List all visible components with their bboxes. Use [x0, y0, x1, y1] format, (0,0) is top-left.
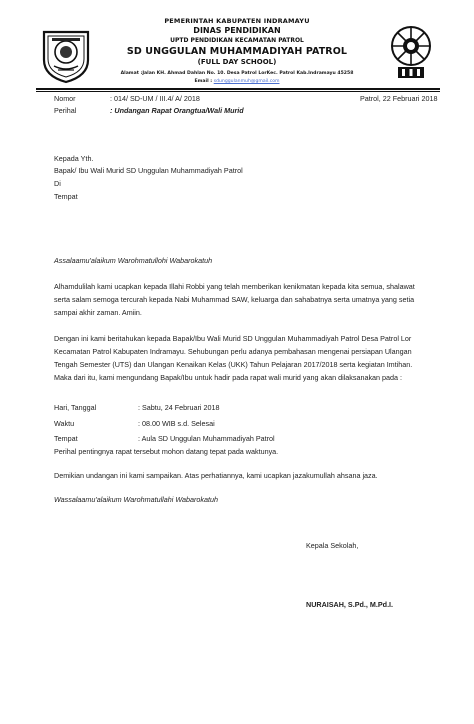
letterhead-address: Alamat :Jalan KH. Ahmad Dahlan No. 10. Desa Patrol LorKec. Patrol Kab.Indramayu 45258 — [120, 71, 354, 76]
letterhead-school-type: (FULL DAY SCHOOL) — [197, 58, 277, 66]
schedule-place-label: Tempat — [54, 434, 78, 443]
paragraph2-line: Tengah Semester (UTS) dan Ulangan Kenaikan Kelas (UKK) Tahun Pelajaran 2017/2018 serta kegiatan Imtihan. — [54, 360, 413, 369]
recipient-di: Di — [54, 179, 61, 188]
schedule-note: Perihal pentingnya rapat tersebut mohon datang tepat pada waktunya. — [54, 447, 279, 456]
paragraph2-line: Dengan ini kami beritahukan kepada Bapak/Ibu Wali Murid SD Unggulan Muhammadiyah Patrol Desa Patrol Lor — [54, 334, 412, 343]
closing-paragraph: Demikian undangan ini kami sampaikan. Atas perhatiannya, kami ucapkan jazakumullah ahsana jaza. — [54, 471, 378, 480]
nomor-value: : 014/ SD-UM / III.4/ A/ 2018 — [110, 94, 200, 103]
muhammadiyah-logo — [386, 24, 436, 80]
schedule-day-label: Hari, Tanggal — [54, 403, 97, 412]
schedule-day-value: : Sabtu, 24 Februari 2018 — [138, 403, 220, 412]
signature-name: NURAISAH, S.Pd., M.Pd.I. — [306, 600, 394, 609]
letterhead-uptd: UPTD PENDIDIKAN KECAMATAN PATROL — [170, 37, 304, 44]
letterhead-email-line — [84, 79, 390, 84]
letterhead-divider-thin — [36, 91, 440, 92]
schedule-place-value: : Aula SD Unggulan Muhammadiyah Patrol — [138, 434, 275, 443]
email-link[interactable]: sdunggulanmuh@gmail.com — [213, 79, 280, 84]
letterhead-school-name: SD UNGGULAN MUHAMMADIYAH PATROL — [126, 46, 348, 57]
recipient-greeting: Kepada Yth. — [54, 154, 94, 163]
email-label: Email : — [194, 79, 213, 84]
paragraph1-line: sampai akhir zaman. Amiin. — [54, 308, 142, 317]
schedule-time-label: Waktu — [54, 419, 75, 428]
paragraph2-line: Kecamatan Patrol Kabupaten Indramayu. Sehubungan perlu adanya pembahasan mengenai persiapan Ulangan — [54, 347, 412, 356]
place-date: Patrol, 22 Februari 2018 — [360, 94, 438, 103]
letterhead-agency: DINAS PENDIDIKAN — [193, 26, 281, 35]
perihal-label: Perihal — [54, 106, 77, 115]
letterhead-government: PEMERINTAH KABUPATEN INDRAMAYU — [164, 17, 310, 25]
recipient-place: Tempat — [54, 192, 78, 201]
opening-greeting: Assalaamu'alaikum Warohmatullohi Wabarokatuh — [54, 256, 213, 265]
perihal-value: : Undangan Rapat Orangtua/Wali Murid — [110, 106, 244, 115]
recipient-name: Bapak/ Ibu Wali Murid SD Unggulan Muhammadiyah Patrol — [54, 166, 243, 175]
paragraph1-line: Alhamdulilah kami ucapkan kepada Illahi Robbi yang telah memberikan kenikmatan kepada kita semua, shalawat — [54, 282, 415, 291]
schedule-time-value: : 08.00 WIB s.d. Selesai — [138, 419, 215, 428]
paragraph2-line: Maka dari itu, kami mengundang Bapak/Ibu untuk hadir pada rapat wali murid yang akan dilaksanakan pada : — [54, 373, 403, 382]
letterhead-divider-thick — [36, 88, 440, 90]
paragraph1-line: serta salam semoga tercurah kepada Nabi Muhammad SAW, keluarga dan sahabatnya serta umatnya yang setia — [54, 295, 415, 304]
signature-title: Kepala Sekolah, — [306, 541, 359, 550]
closing-greeting: Wassalaamu'alaikum Warohmatullahi Wabarokatuh — [54, 495, 218, 504]
nomor-label: Nomor — [54, 94, 76, 103]
